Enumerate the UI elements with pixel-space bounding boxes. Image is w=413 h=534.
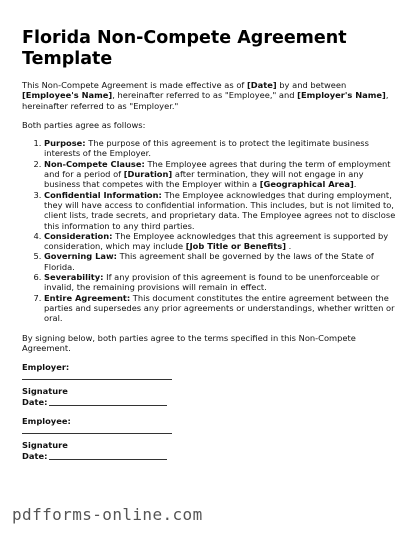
clause-label: Non-Compete Clause: bbox=[44, 158, 145, 169]
employee-date-line[interactable] bbox=[49, 459, 167, 460]
agree-text: Both parties agree as follows: bbox=[22, 119, 146, 130]
clause-confidential-information bbox=[44, 190, 396, 231]
clause-list bbox=[22, 138, 396, 323]
employee-date-label: Date: bbox=[22, 450, 48, 461]
clause-text: The Employee agrees that during the term of employment and for a period of bbox=[44, 158, 391, 180]
date-placeholder: [Date] bbox=[246, 80, 277, 90]
employer-name-placeholder: [Employer's Name] bbox=[297, 90, 386, 101]
employer-date-label: Date: bbox=[22, 396, 48, 407]
clause-label: Entire Agreement: bbox=[44, 292, 131, 303]
employer-date-line[interactable] bbox=[49, 405, 167, 406]
intro-text-4: , hereinafter referred to as "Employer." bbox=[22, 90, 389, 111]
intro-text-2: by and between bbox=[276, 80, 347, 90]
duration-placeholder: [Duration] bbox=[123, 169, 173, 180]
employer-date-row bbox=[22, 397, 396, 407]
clause-label: Purpose: bbox=[44, 138, 86, 149]
clause-severability bbox=[44, 272, 396, 293]
employee-label: Employee: bbox=[22, 416, 71, 427]
clause-text: after termination, they will not engage in any business that competes with the Employer within a bbox=[44, 169, 364, 190]
job-title-placeholder: [Job Title or Benefits] bbox=[185, 241, 287, 252]
employer-name-line[interactable] bbox=[22, 379, 172, 380]
clause-consideration bbox=[44, 231, 396, 252]
clause-non-compete bbox=[44, 159, 396, 190]
clause-text: . bbox=[286, 241, 292, 252]
clause-text: The Employee acknowledges that this agreement is supported by consideration, which may include bbox=[44, 230, 389, 252]
clause-purpose bbox=[44, 138, 396, 159]
clause-entire-agreement bbox=[44, 293, 396, 324]
clause-text: This document constitutes the entire agreement between the parties and supersedes any prior agreements or understandings, whether written or oral. bbox=[44, 292, 395, 324]
clause-label: Governing Law: bbox=[44, 251, 117, 262]
clause-text: This agreement shall be governed by the laws of the State of Florida. bbox=[44, 251, 374, 272]
clause-text: The purpose of this agreement is to protect the legitimate business interests of the Employer. bbox=[44, 138, 369, 159]
employee-name-line[interactable] bbox=[22, 433, 172, 434]
document-title: Florida Non-Compete Agreement Template bbox=[22, 28, 347, 69]
employee-name-placeholder: [Employee's Name] bbox=[22, 90, 113, 101]
employer-signature-label: Signature bbox=[22, 386, 68, 397]
employer-label: Employer: bbox=[22, 362, 70, 373]
intro-text-3: , hereinafter referred to as "Employee," and bbox=[112, 90, 298, 101]
closing-paragraph: By signing below, both parties agree to the terms specified in this Non-Compete Agreement. bbox=[22, 332, 356, 353]
clause-label: Severability: bbox=[44, 272, 104, 283]
clause-text: . bbox=[353, 179, 357, 190]
clause-text: If any provision of this agreement is found to be unenforceable or invalid, the remaining provisions will remain in effect. bbox=[44, 272, 380, 293]
document-page bbox=[22, 28, 396, 461]
watermark: pdfforms-online.com bbox=[12, 505, 203, 524]
intro-text-1: This Non-Compete Agreement is made effective as of bbox=[22, 80, 247, 90]
clause-text: The Employee acknowledges that during employment, they will have access to confidential information. This includes, but is not limited to, client lists, trade secrets, and proprietary data. The Employee agrees not to disclose this information to any third parties. bbox=[44, 189, 396, 231]
employee-signature-label: Signature bbox=[22, 440, 68, 451]
clause-label: Consideration: bbox=[44, 230, 113, 241]
intro-paragraph bbox=[22, 80, 396, 111]
geographical-area-placeholder: [Geographical Area] bbox=[259, 179, 354, 190]
clause-governing-law bbox=[44, 251, 396, 272]
employee-date-row bbox=[22, 451, 396, 461]
clause-label: Confidential Information: bbox=[44, 189, 162, 200]
